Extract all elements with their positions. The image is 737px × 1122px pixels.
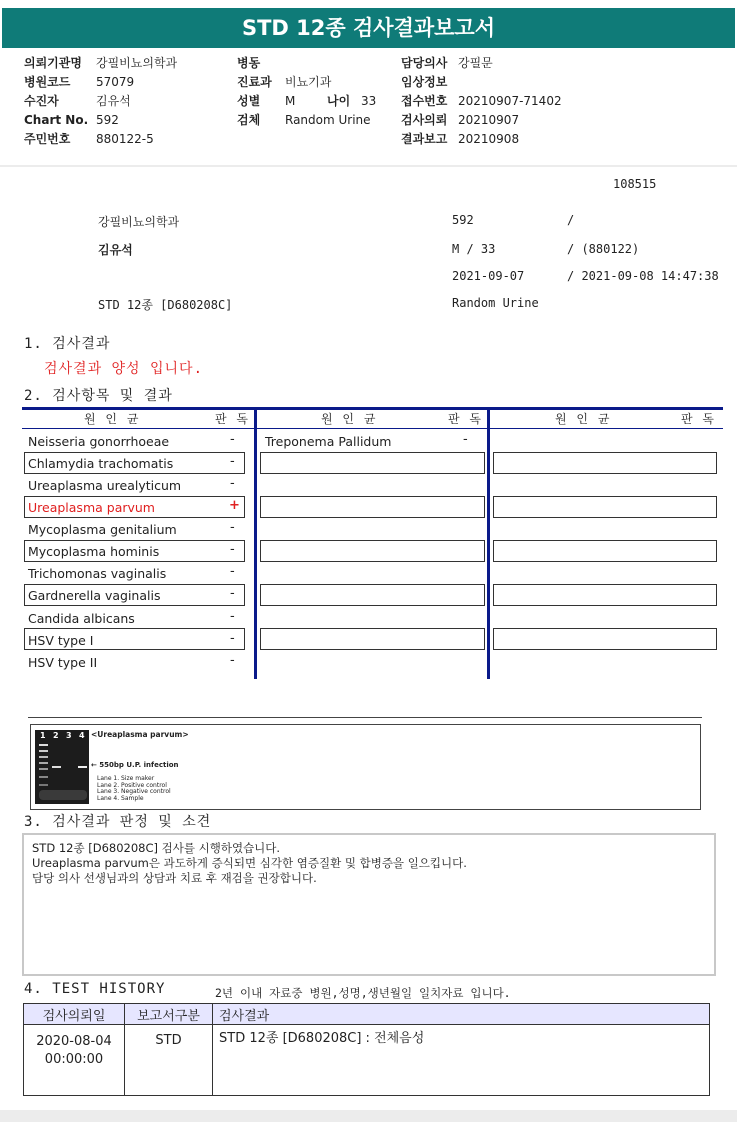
gel-legend: [97, 776, 171, 802]
doc-number: 108515: [613, 177, 657, 191]
table-row-box: [493, 540, 717, 562]
info-row: [24, 54, 177, 73]
history-table: [23, 1003, 710, 1096]
organism-result: -: [230, 520, 235, 535]
sex-age: M / 33: [452, 242, 496, 256]
history-time: 00:00:00: [44, 1052, 104, 1067]
header-divider: [0, 165, 737, 167]
info-row: [237, 54, 376, 73]
ladder-band: [39, 744, 48, 746]
col-header-organism: 원 인 균: [84, 412, 142, 426]
info-label: 결과보고: [401, 132, 448, 146]
table-row: [24, 1025, 710, 1096]
history-date-cell: [24, 1025, 125, 1096]
col-header-result: 판 독: [681, 412, 717, 426]
organism-result: -: [230, 454, 235, 469]
info-value: 33: [361, 94, 377, 108]
organism-name: Neisseria gonorrhoeae: [28, 434, 170, 449]
gel-legend-item: Lane 2. Positive control: [97, 781, 167, 789]
history-result: STD 12종 [D680208C] : 전체음성: [213, 1025, 710, 1096]
info-value: Random Urine: [285, 113, 371, 127]
history-date: 2020-08-04: [36, 1034, 112, 1049]
results-table-header-border: [22, 428, 723, 429]
table-row-box: [493, 628, 717, 650]
organism-result: -: [230, 564, 235, 579]
gel-caption: <Ureaplasma parvum>: [91, 730, 189, 739]
info-value: 강필비뇨의학과: [96, 56, 178, 70]
report-title: STD 12종 검사결과보고서: [2, 8, 735, 48]
info-label: 접수번호: [401, 94, 448, 108]
history-note: 2년 이내 자료중 병원,성명,생년월일 일치자료 입니다.: [215, 986, 511, 1000]
info-row: [401, 111, 562, 130]
info-row: [24, 73, 177, 92]
table-row-box: [260, 540, 485, 562]
ladder-band: [39, 776, 48, 778]
test-name: STD 12종 [D680208C]: [98, 298, 233, 312]
history-col-header: 검사결과: [213, 1004, 710, 1025]
organism-name: HSV type II: [28, 655, 98, 670]
specimen: Random Urine: [452, 296, 539, 310]
info-row: [401, 54, 562, 73]
ladder-band: [39, 768, 48, 770]
organism-name: HSV type I: [28, 633, 94, 648]
organism-result: -: [230, 542, 235, 557]
organism-result: -: [230, 432, 235, 447]
band-label: ← 550bp U.P. infection: [91, 761, 179, 769]
organism-result: -: [230, 631, 235, 646]
gel-image-frame: [30, 724, 701, 810]
birth-date: / (880122): [567, 242, 640, 256]
info-row: [237, 111, 376, 130]
organism-name: Mycoplasma genitalium: [28, 522, 177, 537]
info-row: [401, 92, 562, 111]
ladder-band: [39, 756, 48, 758]
organism-result: -: [230, 609, 235, 624]
comment-line: Ureaplasma parvum은 과도하게 증식되면 심각한 염증질환 및 합병증을 일으킵니다.: [32, 856, 467, 870]
clinic-name: 강필비뇨의학과: [98, 215, 180, 229]
organism-name: Mycoplasma hominis: [28, 544, 160, 559]
info-value: 592: [96, 113, 119, 127]
info-value: 비뇨기과: [285, 75, 332, 89]
organism-name: Trichomonas vaginalis: [28, 566, 167, 581]
info-value: 880122-5: [96, 132, 154, 146]
info-row: [24, 92, 177, 111]
organism-name-positive: Ureaplasma parvum: [28, 500, 155, 515]
section-4-title: 4. TEST HISTORY: [24, 981, 166, 997]
table-row-box: [260, 584, 485, 606]
history-header-row: [24, 1004, 710, 1025]
ladder-band: [39, 750, 48, 752]
lane-number: 1: [40, 731, 46, 740]
gel-divider: [28, 717, 702, 718]
info-value: M: [285, 94, 296, 108]
comment-box: [22, 833, 716, 976]
lane-number: 3: [66, 731, 72, 740]
chart-number: 592: [452, 213, 474, 227]
header-col-1: [24, 54, 177, 149]
header-col-2: [237, 54, 376, 130]
gel-electrophoresis-image: [35, 730, 89, 804]
col-header-organism: 원 인 균: [555, 412, 613, 426]
table-row-box: [260, 452, 485, 474]
table-row-box: [260, 628, 485, 650]
gel-legend-item: Lane 3. Negative control: [97, 788, 171, 795]
table-row-box: [260, 496, 485, 518]
history-col-header: 보고서구분: [125, 1004, 213, 1025]
request-date: 2021-09-07: [452, 269, 525, 283]
column-divider: [254, 407, 257, 679]
info-row: [24, 130, 177, 149]
organism-name: Treponema Pallidum: [265, 434, 392, 449]
info-row: [401, 130, 562, 149]
info-label: 의뢰기관명: [24, 56, 82, 70]
organism-result: -: [463, 432, 468, 447]
gel-legend-item: Lane 1. Size maker: [97, 775, 155, 782]
info-label: 병원코드: [24, 75, 71, 89]
organism-name: Gardnerella vaginalis: [28, 588, 161, 603]
section-1-title: 1. 검사결과: [24, 336, 111, 352]
patient-name: 김유석: [98, 243, 133, 257]
table-row-box: [493, 452, 717, 474]
col-header-result: 판 독: [448, 412, 484, 426]
info-value: 20210908: [458, 132, 520, 146]
section-3-title: 3. 검사결과 판정 및 소견: [24, 814, 212, 830]
info-value: 20210907-71402: [458, 94, 562, 108]
col-header-organism: 원 인 균: [321, 412, 379, 426]
info-label: 진료과: [237, 75, 272, 89]
organism-name: Ureaplasma urealyticum: [28, 478, 182, 493]
ladder-band: [39, 784, 48, 786]
separator: /: [567, 213, 575, 227]
lane-number: 4: [79, 731, 85, 740]
col-header-result: 판 독: [215, 412, 251, 426]
sample-band: [78, 766, 87, 768]
history-type: STD: [125, 1025, 213, 1096]
table-row-box: [493, 584, 717, 606]
info-value: 20210907: [458, 113, 520, 127]
organism-name: Chlamydia trachomatis: [28, 456, 174, 471]
section-2-title: 2. 검사항목 및 결과: [24, 388, 173, 404]
primer-dimer-band: [39, 790, 87, 800]
organism-result: -: [230, 586, 235, 601]
organism-name: Candida albicans: [28, 611, 135, 626]
info-value: 강필문: [458, 56, 493, 70]
info-row: [237, 73, 376, 92]
ladder-band: [39, 762, 48, 764]
organism-result: -: [230, 653, 235, 668]
info-value: 김유석: [96, 94, 131, 108]
gel-legend-item: Lane 4. Sample: [97, 794, 144, 802]
history-col-header: 검사의뢰일: [24, 1004, 125, 1025]
positive-result-text: 검사결과 양성 입니다.: [44, 361, 204, 377]
comment-line: STD 12종 [D680208C] 검사를 시행하였습니다.: [32, 841, 281, 855]
info-row: [237, 92, 376, 111]
table-row-box: [493, 496, 717, 518]
info-row: [401, 73, 562, 92]
column-divider: [487, 407, 490, 679]
info-label: 수진자: [24, 94, 59, 108]
info-label: 병동: [237, 56, 261, 70]
info-label: 성별: [237, 94, 261, 108]
info-label: Chart No.: [24, 113, 89, 127]
info-label: 검체: [237, 113, 261, 127]
lane-number: 2: [53, 731, 59, 740]
info-row: [24, 111, 177, 130]
comment-line: 담당 의사 선생님과의 상담과 치료 후 재검을 권장합니다.: [32, 871, 317, 885]
positive-control-band: [52, 766, 61, 768]
organism-result-positive: +: [229, 498, 240, 513]
header-col-3: [401, 54, 562, 149]
info-label: 담당의사: [401, 56, 448, 70]
organism-result: -: [230, 476, 235, 491]
info-value: 57079: [96, 75, 135, 89]
info-label: 임상정보: [401, 75, 448, 89]
report-datetime: / 2021-09-08 14:47:38: [567, 269, 719, 283]
info-label: 검사의뢰: [401, 113, 448, 127]
info-label: 주민번호: [24, 132, 71, 146]
info-label: 나이: [327, 94, 351, 108]
